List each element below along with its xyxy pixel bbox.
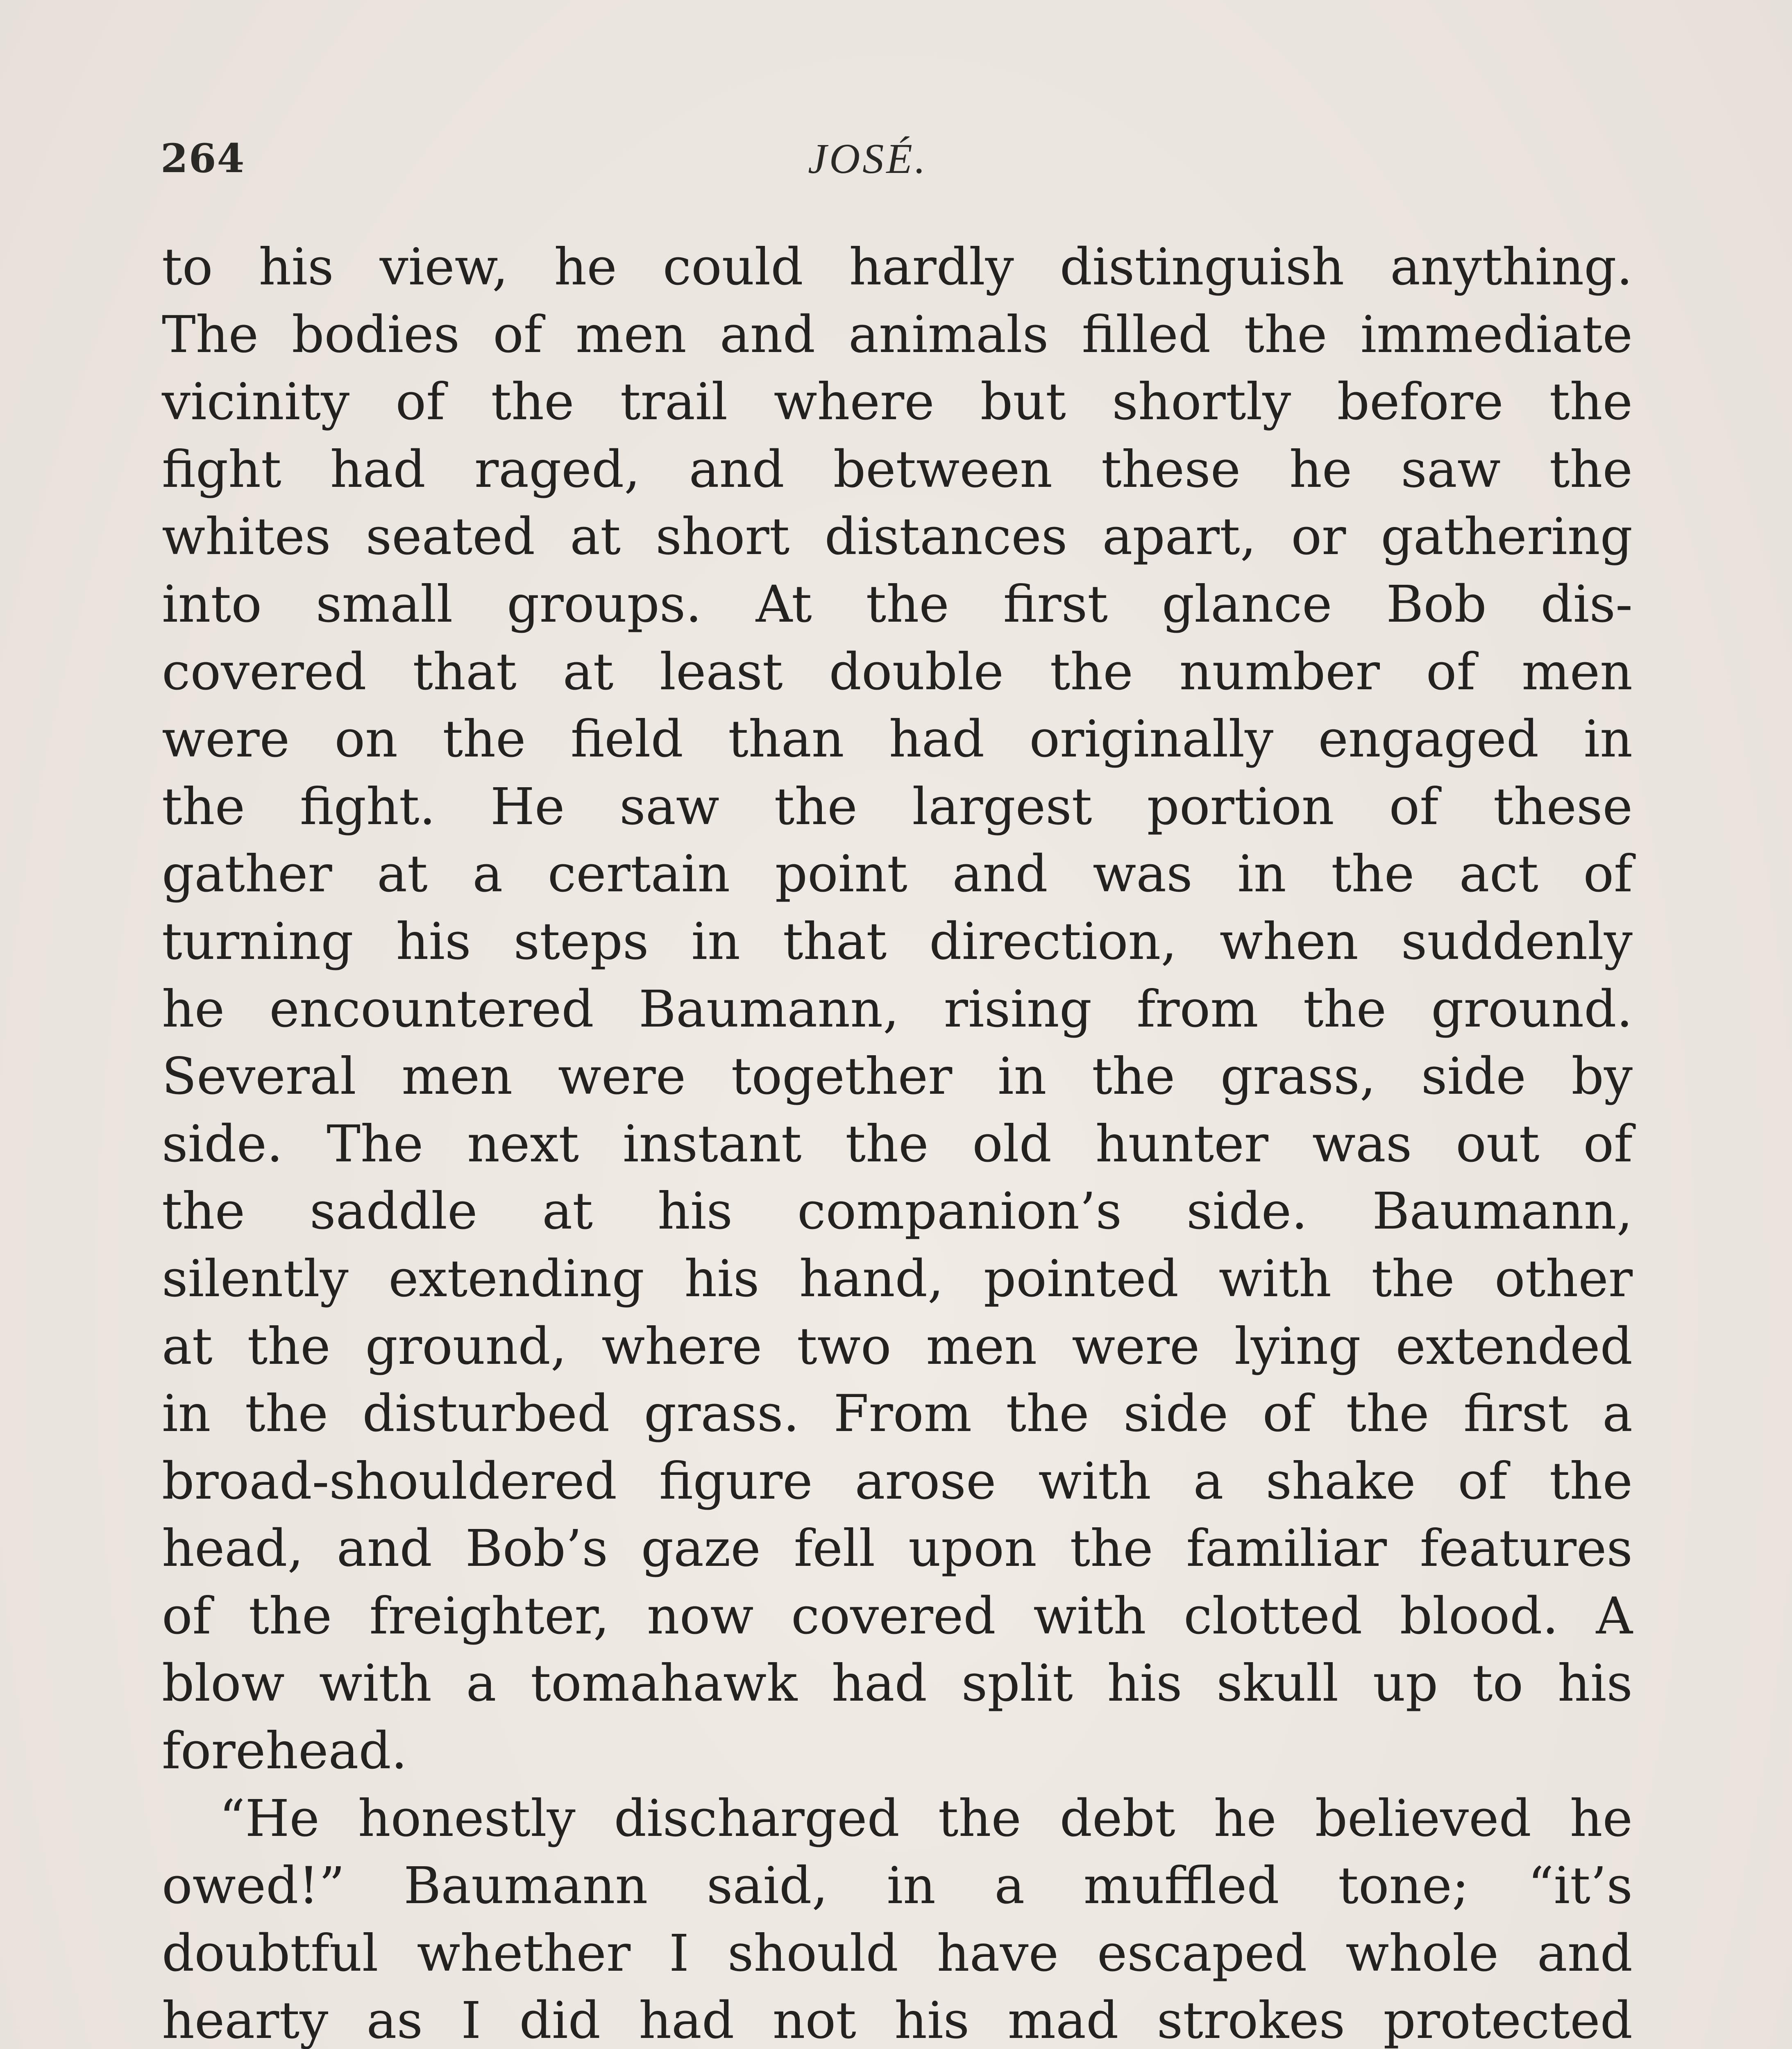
text-line: vicinity of the trail where but shortly before the (162, 373, 1633, 432)
text-line: gather at a certain point and was in the act of (162, 845, 1633, 904)
text-line: the saddle at his companion’s side. Baumann, (162, 1182, 1633, 1241)
text-line: turning his steps in that direction, when suddenly (162, 912, 1633, 971)
text-line: in the disturbed grass. From the side of the first a (162, 1384, 1633, 1444)
text-line: at the ground, where two men were lying extended (162, 1317, 1633, 1376)
text-line: into small groups. At the first glance Bob dis- (162, 575, 1633, 634)
text-line: were on the field than had originally engaged in (162, 710, 1633, 769)
text-line: owed!” Baumann said, in a muffled tone; “it’s (162, 1856, 1633, 1916)
text-line: Several men were together in the grass, side by (162, 1047, 1633, 1106)
text-line: “He honestly discharged the debt he believed he (219, 1789, 1633, 1848)
text-line: hearty as I did had not his mad strokes protected (162, 1991, 1633, 2049)
text-line: he encountered Baumann, rising from the ground. (162, 979, 1633, 1039)
text-line: head, and Bob’s gaze fell upon the familiar features (162, 1519, 1633, 1579)
text-line: broad-shouldered figure arose with a shake of the (162, 1452, 1633, 1511)
running-head (161, 135, 1635, 197)
text-line: of the freighter, now covered with clotted blood. A (162, 1586, 1633, 1646)
text-line: covered that at least double the number of men (162, 642, 1633, 702)
text-line: the fight. He saw the largest portion of these (162, 777, 1633, 836)
text-line: whites seated at short distances apart, or gathering (162, 507, 1633, 567)
text-line: blow with a tomahawk had split his skull up to his (162, 1654, 1633, 1713)
text-line: side. The next instant the old hunter was out of (162, 1114, 1633, 1174)
text-line: silently extending his hand, pointed with the other (162, 1249, 1633, 1308)
text-line: The bodies of men and animals filled the immediate (162, 305, 1633, 364)
running-title: JOSÉ. (808, 135, 928, 182)
body-text (162, 234, 1633, 2049)
text-line: to his view, he could hardly distinguish anything. (162, 238, 1633, 297)
text-line: fight had raged, and between these he saw the (162, 440, 1633, 499)
page-number: 264 (161, 135, 245, 182)
text-line: forehead. (162, 1722, 408, 1781)
text-line: doubtful whether I should have escaped whole and (162, 1924, 1633, 1983)
